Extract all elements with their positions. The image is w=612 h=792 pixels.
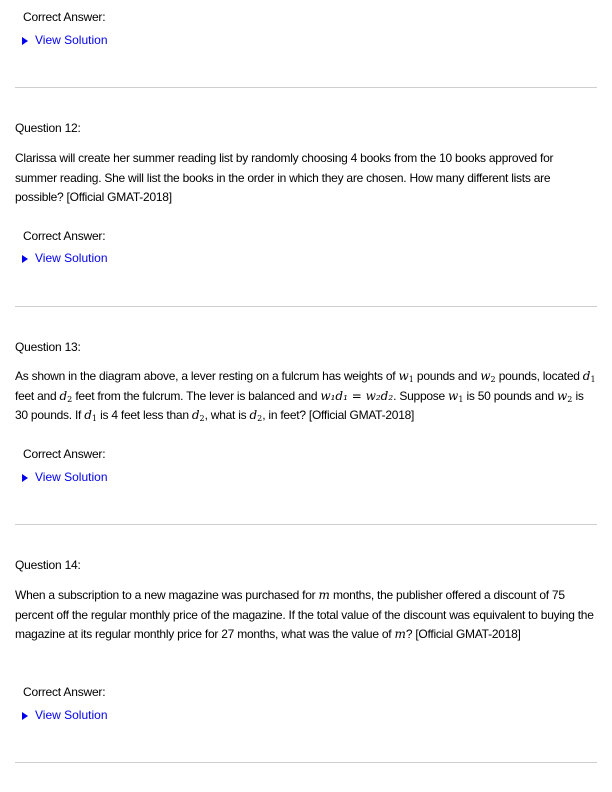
play-triangle-icon [22, 37, 28, 45]
question-text: When a subscription to a new magazine was purchased for m months, the publisher offered a discount of 75 percent off the regular monthly price of the magazine. If the total value of the discount was equivalent to buying the magazine at its regular monthly price for 27 months, what was the value of m? [Official GMAT-2018] [15, 588, 594, 641]
play-triangle-icon [22, 255, 28, 263]
divider [15, 87, 597, 88]
math-d2: $d_2$ [191, 408, 205, 423]
question-title: Question 14: [15, 558, 81, 572]
view-solution-label: View Solution [35, 33, 108, 47]
math-w1: $w_1$ [398, 369, 414, 384]
math-w1: $w_1$ [448, 388, 464, 404]
correct-answer-label: Correct Answer: [23, 685, 106, 699]
view-solution-label: View Solution [35, 708, 108, 722]
view-solution-link[interactable] [22, 470, 108, 484]
math-d2: $d_2$ [249, 408, 263, 423]
math-equation: w₁d₁ = w₂d₂ [320, 388, 394, 403]
math-w2: $w_2$ [557, 388, 573, 404]
play-triangle-icon [22, 712, 28, 720]
math-m: m [394, 627, 406, 641]
view-solution-link[interactable] [22, 33, 108, 47]
divider [15, 762, 597, 763]
divider [15, 524, 597, 525]
math-m: m [318, 588, 330, 602]
view-solution-label: View Solution [35, 251, 108, 265]
math-d2: $d_2$ [59, 388, 73, 404]
math-d1: $d_1$ [582, 369, 596, 384]
divider [15, 306, 597, 307]
math-w2: $w_2$ [480, 369, 496, 384]
correct-answer-label: Correct Answer: [23, 10, 106, 24]
correct-answer-label: Correct Answer: [23, 447, 106, 461]
view-solution-link[interactable] [22, 708, 108, 722]
view-solution-link[interactable] [22, 251, 108, 265]
question-text: Clarissa will create her summer reading list by randomly choosing 4 books from the 10 books approved for summer reading. She will list the books in the order in which they are chosen. How many different lists are possible? [Official GMAT-2018] [15, 151, 554, 204]
question-title: Question 13: [15, 340, 81, 354]
play-triangle-icon [22, 474, 28, 482]
correct-answer-label: Correct Answer: [23, 229, 106, 243]
question-text: As shown in the diagram above, a lever resting on a fulcrum has weights of $w_1$ pounds and $w_2$ pounds, located $d_1$ feet and $d_2$ feet from the fulcrum. The lever is balanced and w₁d₁ = w₂d₂. Suppose $w_1$ is 50 pounds and $w_2$ is 30 pounds. If $d_1$ is 4 feet less than $d_2$, what is $d_2$, in feet? [Official GMAT-2018] [15, 369, 596, 423]
math-d1: $d_1$ [84, 408, 98, 423]
view-solution-label: View Solution [35, 470, 108, 484]
question-title: Question 12: [15, 121, 81, 135]
